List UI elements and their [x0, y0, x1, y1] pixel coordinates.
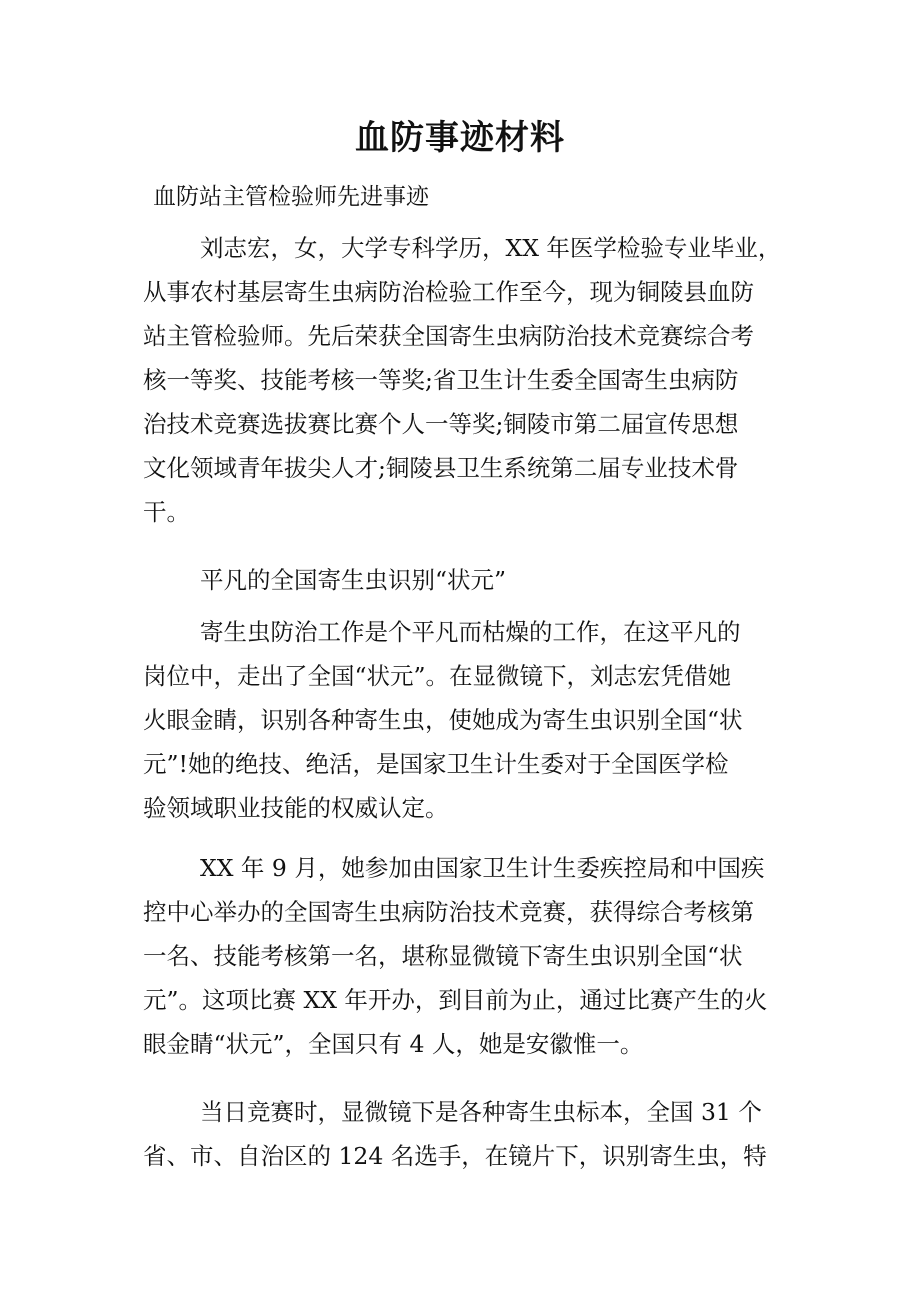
- paragraph-line: 验领域职业技能的权威认定。: [143, 794, 449, 822]
- paragraph-line: 眼金睛“状元”，全国只有 4 人，她是安徽惟一。: [143, 1030, 644, 1058]
- paragraph-line: 元”。这项比赛 XX 年开办，到目前为止，通过比赛产生的火: [143, 986, 768, 1014]
- paragraph-line: 控中心举办的全国寄生虫病防治技术竞赛，获得综合考核第: [143, 898, 754, 926]
- paragraph-line: 火眼金睛，识别各种寄生虫，使她成为寄生虫识别全国“状: [143, 706, 743, 734]
- paragraph-line: 当日竞赛时，显微镜下是各种寄生虫标本，全国 31 个: [200, 1098, 762, 1126]
- document-subtitle: 血防站主管检验师先进事迹: [153, 184, 429, 210]
- section-heading: 平凡的全国寄生虫识别“状元”: [200, 566, 507, 594]
- paragraph-line: 岗位中，走出了全国“状元”。在显微镜下，刘志宏凭借她: [143, 662, 732, 690]
- paragraph-line: 文化领域青年拔尖人才;铜陵县卫生系统第二届专业技术骨: [143, 454, 739, 482]
- paragraph-line: 站主管检验师。先后荣获全国寄生虫病防治技术竞赛综合考: [143, 322, 754, 350]
- paragraph-line: XX 年 9 月，她参加由国家卫生计生委疾控局和中国疾: [200, 854, 765, 882]
- paragraph-line: 省、市、自治区的 124 名选手，在镜片下，识别寄生虫，特: [143, 1142, 767, 1170]
- paragraph-line: 核一等奖、技能考核一等奖;省卫生计生委全国寄生虫病防: [143, 366, 739, 394]
- paragraph-line: 刘志宏，女，大学专科学历，XX 年医学检验专业毕业，: [200, 234, 782, 262]
- paragraph-line: 寄生虫防治工作是个平凡而枯燥的工作，在这平凡的: [200, 618, 741, 646]
- paragraph-line: 从事农村基层寄生虫病防治检验工作至今，现为铜陵县血防: [143, 278, 754, 306]
- paragraph-line: 干。: [143, 498, 190, 526]
- paragraph-line: 一名、技能考核第一名，堪称显微镜下寄生虫识别全国“状: [143, 942, 743, 970]
- paragraph-line: 治技术竞赛选拔赛比赛个人一等奖;铜陵市第二届宣传思想: [143, 410, 739, 438]
- document-title: 血防事迹材料: [355, 118, 565, 158]
- paragraph-line: 元”!她的绝技、绝活，是国家卫生计生委对于全国医学检: [143, 750, 729, 778]
